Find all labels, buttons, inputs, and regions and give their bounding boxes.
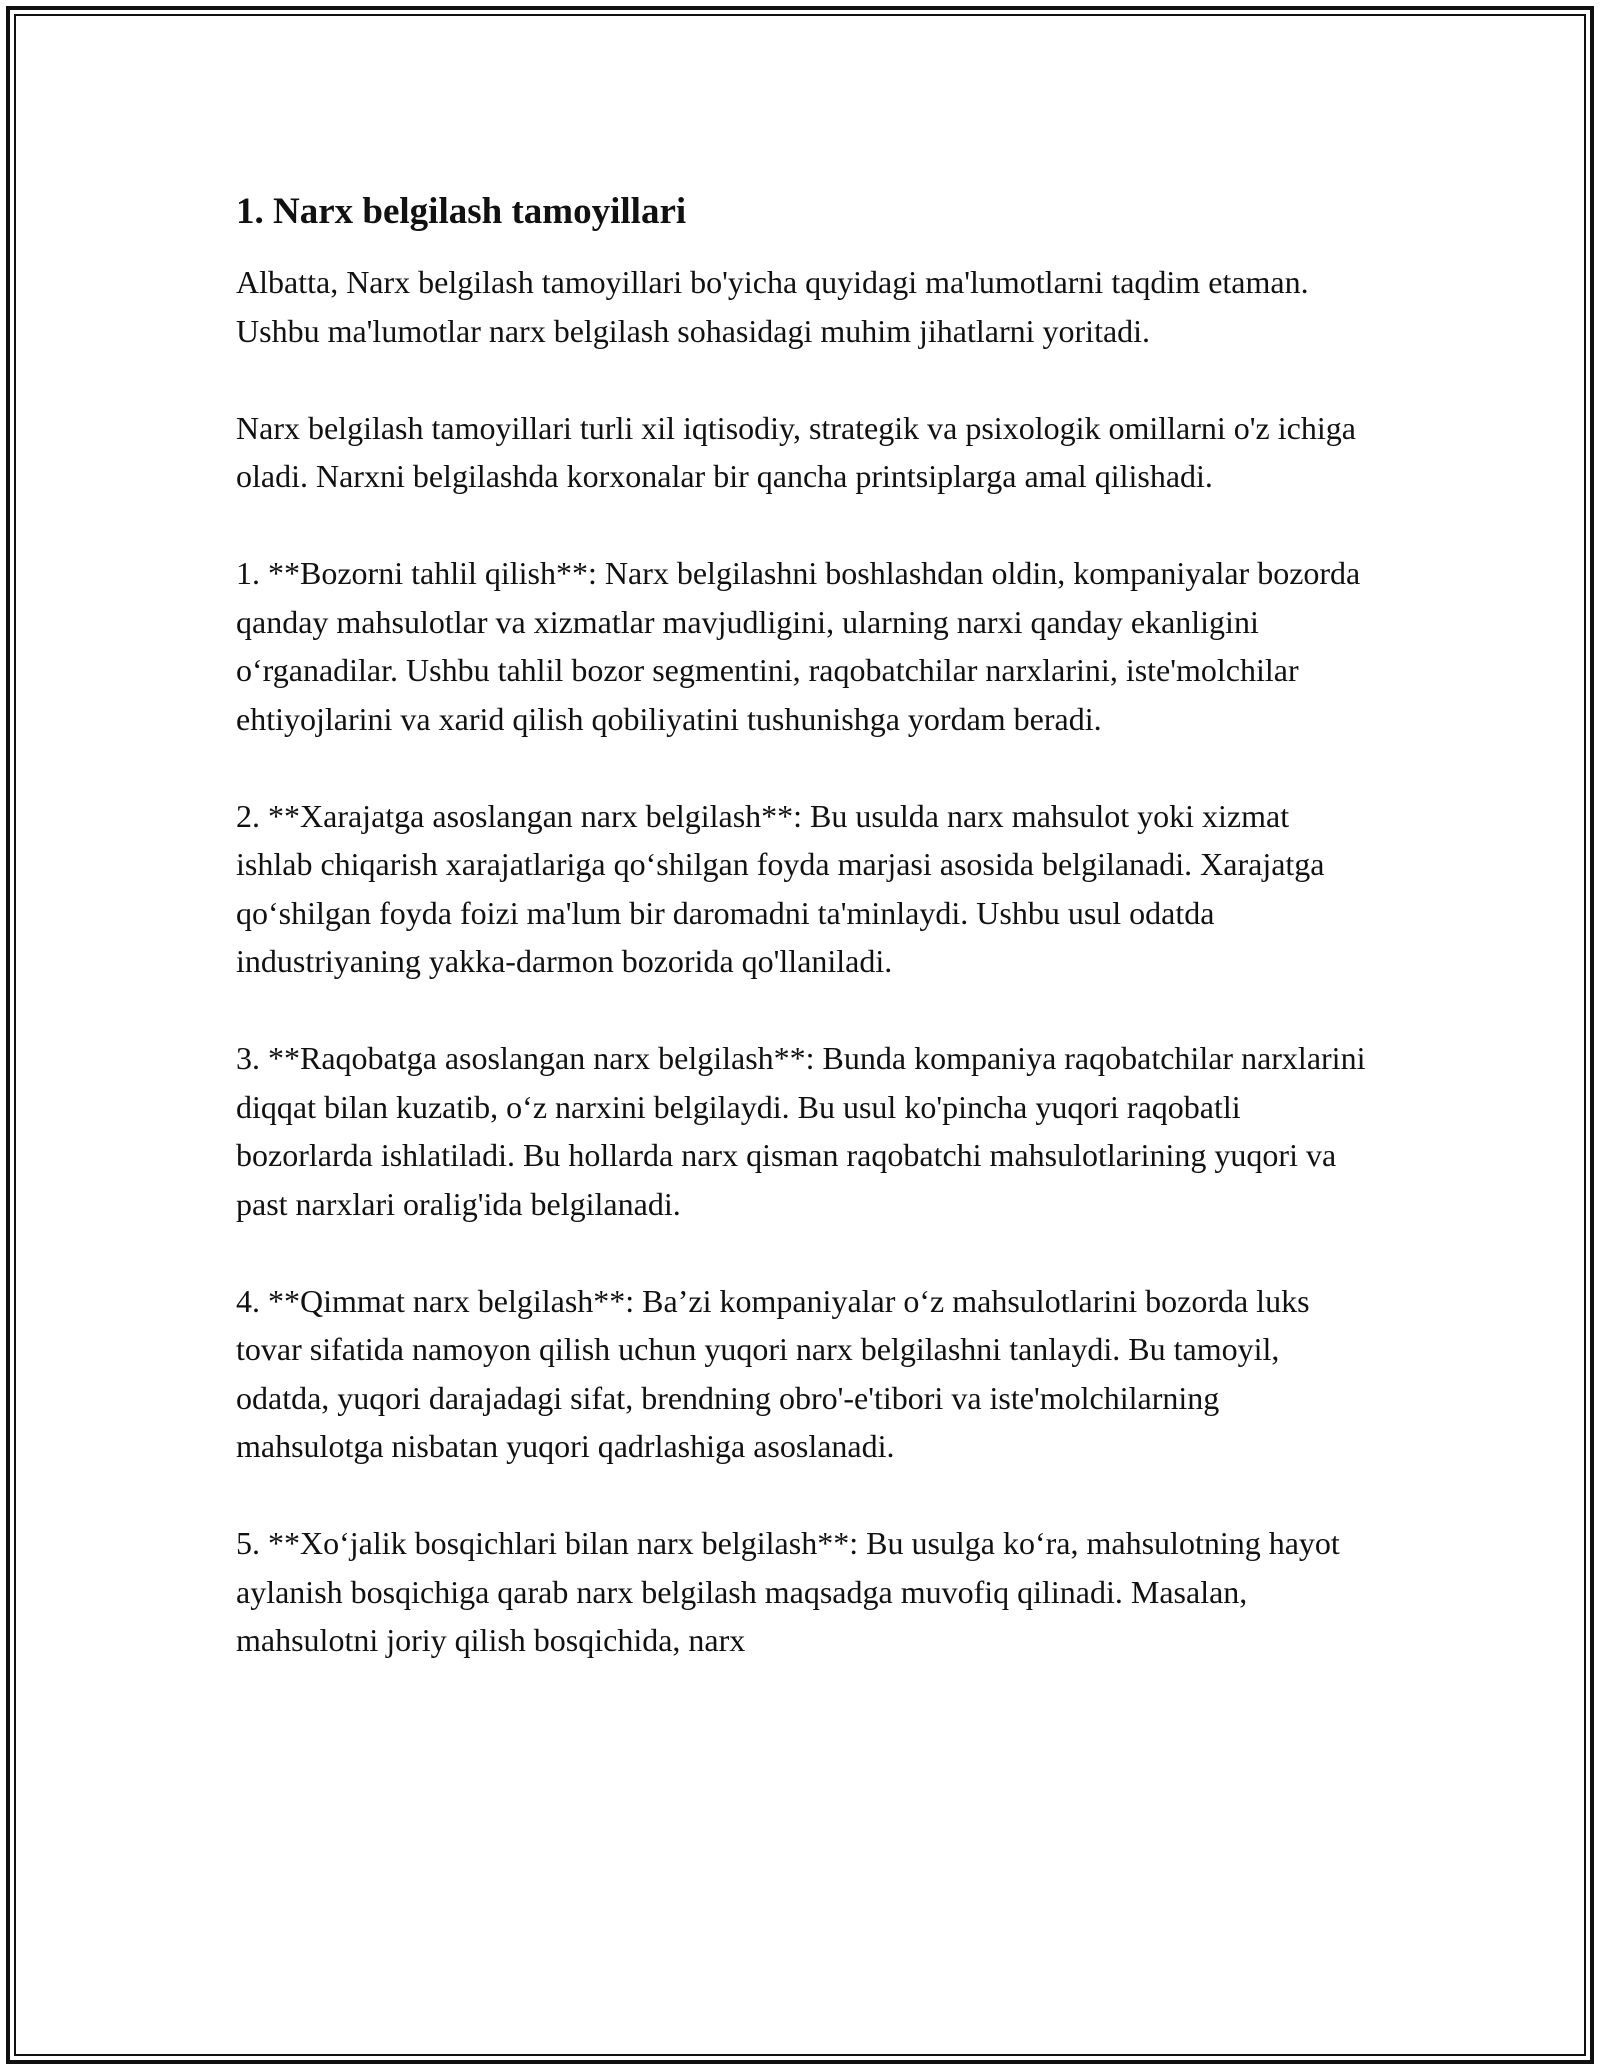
list-item-cost-based-pricing: 2. **Xarajatga asoslangan narx belgilash**: Bu usulda narx mahsulot yoki xizmat ishlab chiqarish xarajatlariga qo‘shilgan foyda marjasi asosida belgilanadi. Xarajatga qo‘shilgan foyda foizi ma'lum bir daromadni ta'minlaydi. Ushbu usul odatda industriyaning yakka-darmon bozorida qo'llaniladi. bbox=[236, 797, 1325, 979]
list-item-lifecycle-pricing: 5. **Xo‘jalik bosqichlari bilan narx belgilash**: Bu usulga ko‘ra, mahsulotning hayot aylanish bosqichiga qarab narx belgilash maqsadga muvofiq qilinadi. Masalan, mahsulotni joriy qilish bosqichida, narx bbox=[236, 1525, 1340, 1658]
document-heading: 1. Narx belgilash tamoyillari bbox=[236, 191, 687, 232]
document-body bbox=[236, 186, 1366, 1713]
list-item-market-analysis: 1. **Bozorni tahlil qilish**: Narx belgilashni boshlashdan oldin, kompaniyalar bozorda qanday mahsulotlar va xizmatlar mavjudligini, ularning narxi qanday ekanligini o‘rganadilar. Ushbu tahlil bozor segmentini, raqobatchilar narxlarini, iste'molchilar ehtiyojlarini va xarid qilish qobiliyatini tushunishga yordam beradi. bbox=[236, 555, 1361, 737]
intro-paragraph: Albatta, Narx belgilash tamoyillari bo'yicha quyidagi ma'lumotlarni taqdim etaman. Ushbu ma'lumotlar narx belgilash sohasidagi muhim jihatlarni yoritadi. bbox=[236, 264, 1309, 349]
list-item-competition-based-pricing: 3. **Raqobatga asoslangan narx belgilash**: Bunda kompaniya raqobatchilar narxlarini diqqat bilan kuzatib, o‘z narxini belgilaydi. Bu usul ko'pincha yuqori raqobatli bozorlarda ishlatiladi. Bu hollarda narx qisman raqobatchi mahsulotlarining yuqori va past narxlari oralig'ida belgilanadi. bbox=[236, 1040, 1366, 1222]
overview-paragraph: Narx belgilash tamoyillari turli xil iqtisodiy, strategik va psixologik omillarni o'z ichiga oladi. Narxni belgilashda korxonalar bir qancha printsiplarga amal qilishadi. bbox=[236, 409, 1356, 494]
list-item-premium-pricing: 4. **Qimmat narx belgilash**: Ba’zi kompaniyalar o‘z mahsulotlarini bozorda luks tovar sifatida namoyon qilish uchun yuqori narx belgilashni tanlaydi. Bu tamoyil, odatda, yuqori darajadagi sifat, brendning obro'-e'tibori va iste'molchilarning mahsulotga nisbatan yuqori qadrlashiga asoslanadi. bbox=[236, 1282, 1310, 1464]
